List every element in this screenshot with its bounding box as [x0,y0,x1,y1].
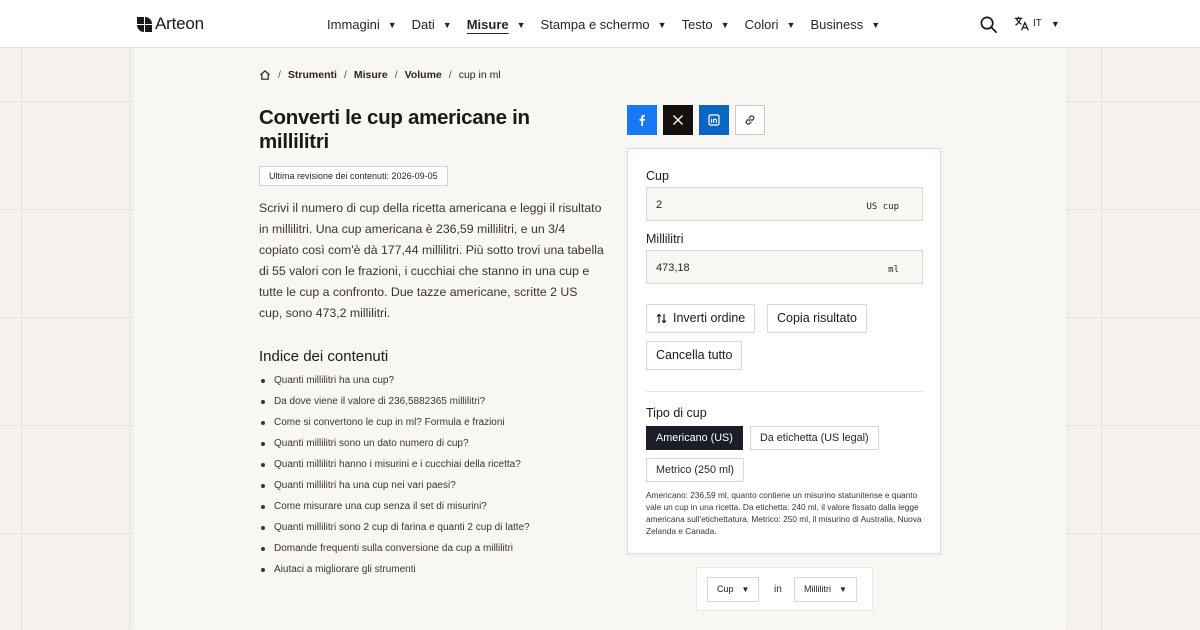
link-icon [744,114,756,126]
site-header [0,0,1200,48]
cup-input-value: 2 [656,199,663,211]
translate-icon [1013,15,1030,32]
table-of-contents [259,375,530,585]
swap-icon [656,313,667,324]
cup-type-note: Americano: 236,59 ml, quanto contiene un misurino statunitense e quanto vale un cup in una ricetta. Da etichetta: 240 ml, il valore fissato dalla legge americana sull'etichettatura. Metrico: 250 ml, il misurino di Australia, Nuova Zelanda e Canada. [646,490,922,536]
from-unit-select[interactable] [707,577,759,602]
breadcrumb-separator: / [278,69,281,81]
share-linkedin-button[interactable] [699,105,729,135]
caret-down-icon: ▼ [516,19,526,30]
swap-button[interactable] [646,304,755,333]
cup-field-label: Cup [646,169,669,183]
to-unit-select[interactable] [794,577,857,602]
cup-type-option-us[interactable]: Americano (US) [646,426,743,450]
cup-type-option-metric[interactable]: Metrico (250 ml) [646,458,744,482]
toc-item[interactable]: Da dove viene il valore di 236,5882365 millilitri? [259,396,530,417]
copy-result-button[interactable]: Copia risultato [767,304,867,333]
nav-item-stampa-e-schermo[interactable] [541,17,667,32]
nav-item-misure[interactable] [467,17,526,32]
caret-down-icon: ▼ [786,19,796,30]
cup-input-unit: US cup [866,202,899,212]
nav-item-dati[interactable] [412,17,452,32]
page-title: Converti le cup americane in millilitri [259,106,530,153]
search-icon[interactable] [979,15,998,34]
breadcrumb-separator: / [448,69,452,81]
language-switcher[interactable] [1013,15,1060,32]
card-divider [646,391,923,392]
clear-all-button[interactable]: Cancella tutto [646,341,742,370]
nav-label: Misure [466,17,509,32]
caret-down-icon: ▼ [1050,18,1060,29]
home-icon[interactable] [259,69,271,81]
toc-item[interactable]: Quanti millilitri ha una cup? [259,375,530,396]
language-code: IT [1033,18,1042,29]
ml-field-label: Millilitri [646,232,684,246]
nav-label: Stampa e schermo [540,17,650,32]
to-unit-value: Millilitri [804,584,831,594]
caret-down-icon: ▼ [720,19,730,30]
nav-item-testo[interactable] [682,17,730,32]
caret-down-icon: ▼ [657,19,667,30]
toc-item[interactable]: Come misurare una cup senza il set di misurini? [259,501,530,522]
ml-input-unit: ml [888,265,899,275]
toc-title: Indice dei contenuti [259,348,389,365]
caret-down-icon: ▼ [387,19,397,30]
revision-badge: Ultima revisione dei contenuti: 2026-09-05 [259,166,448,186]
ml-input[interactable] [646,250,923,284]
nav-label: Colori [744,17,779,32]
caret-down-icon: ▼ [871,19,881,30]
nav-label: Dati [411,17,435,32]
breadcrumb-separator: / [394,69,398,81]
breadcrumb-item-strumenti[interactable]: Strumenti [287,69,337,81]
main-nav [327,17,895,32]
facebook-icon [636,114,648,126]
nav-item-colori[interactable] [745,17,796,32]
x-icon [672,114,684,126]
unit-pair-selector [696,567,873,611]
toc-item[interactable]: Quanti millilitri sono 2 cup di farina e quanti 2 cup di latte? [259,522,530,543]
copy-link-button[interactable] [735,105,765,135]
nav-label: Testo [681,17,713,32]
intro-paragraph: Scrivi il numero di cup della ricetta americana e leggi il risultato in millilitri. Una cup americana è 236,59 millilitri, e un 3/4 copiato così com'è dà 177,44 millilitri. Più sotto trovi una tabella di 55 valori con le frazioni, i cucchiai che stanno in una cup e tutte le cup a confronto. Due tazze americane, scritte 2 US cup, sono 473,2 millilitri. [259,201,604,320]
nav-label: Immagini [327,17,380,32]
brand-logo[interactable] [137,14,204,34]
nav-item-immagini[interactable] [327,17,397,32]
from-unit-value: Cup [717,584,734,594]
nav-item-business[interactable] [810,17,880,32]
breadcrumb-item-volume[interactable]: Volume [404,69,442,81]
logo-icon [137,17,152,32]
caret-down-icon: ▼ [839,585,847,594]
breadcrumb-separator: / [343,69,347,81]
cup-type-option-us-legal[interactable]: Da etichetta (US legal) [750,426,879,450]
share-x-button[interactable] [663,105,693,135]
breadcrumb-item-misure[interactable]: Misure [353,69,388,81]
toc-item[interactable]: Quanti millilitri hanno i misurini e i cucchiai della ricetta? [259,459,530,480]
toc-item[interactable]: Domande frequenti sulla conversione da cup a millilitri [259,543,530,564]
breadcrumb-current: cup in ml [458,69,501,81]
share-buttons [627,105,765,135]
brand-name: Arteon [155,14,204,33]
nav-label: Business [810,17,864,32]
toc-item[interactable]: Quanti millilitri ha una cup nei vari paesi? [259,480,530,501]
ml-input-value: 473,18 [656,262,690,274]
caret-down-icon: ▼ [442,19,452,30]
caret-down-icon: ▼ [741,585,750,594]
cup-type-label: Tipo di cup [646,406,707,420]
converter-card [627,148,941,554]
toc-item[interactable]: Come si convertono le cup in ml? Formula e frazioni [259,417,530,438]
toc-item[interactable]: Quanti millilitri sono un dato numero di cup? [259,438,530,459]
breadcrumb [259,69,501,81]
toc-item[interactable]: Aiutaci a migliorare gli strumenti [259,564,530,585]
swap-button-label: Inverti ordine [673,311,746,325]
unit-connector: in [774,584,782,595]
linkedin-icon [708,114,720,126]
cup-input[interactable] [646,187,923,221]
share-facebook-button[interactable] [627,105,657,135]
